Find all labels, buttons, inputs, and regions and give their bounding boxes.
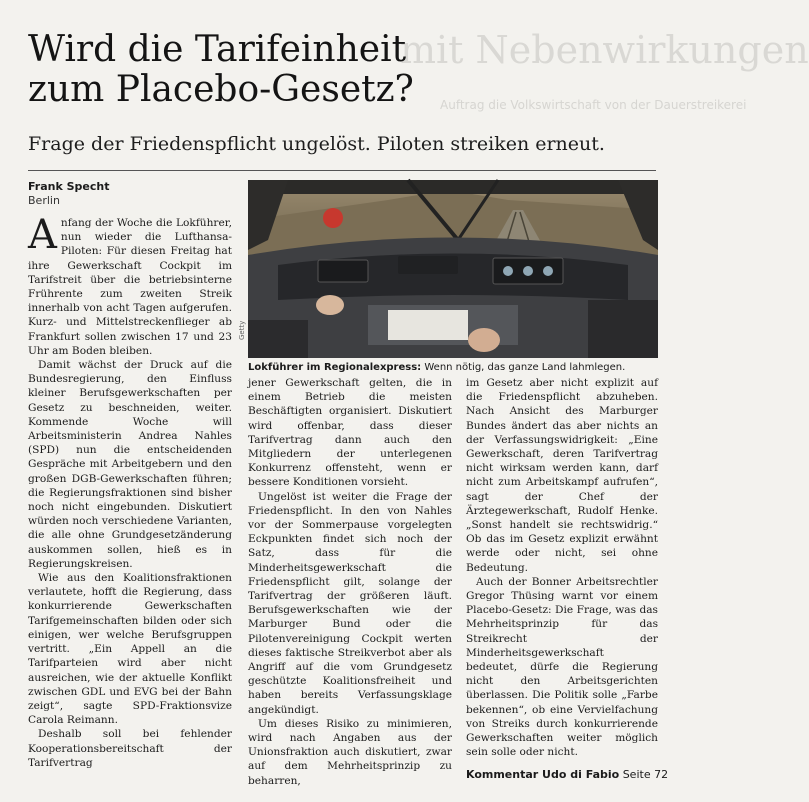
photo-train-cab	[248, 180, 658, 358]
article-column-2	[248, 376, 452, 786]
article-column-1	[28, 212, 232, 782]
paragraph: jener Gewerkschaft gelten, die in einem Betrieb die meisten Beschäftigten organisiert. Diskutiert wird offenbar, dass dieser Tarifvertrag dann auch den Mitgliedern der unterlegenen Konkurrenz offensteht, wenn er bessere Konditionen vorsieht.	[248, 377, 452, 489]
paragraph: Damit wächst der Druck auf die Bundesregierung, den Einfluss kleiner Berufsgewerkschaften per Gesetz zu beschneiden, weiter. Kommende Woche will Arbeitsministerin Andrea Nahles (SPD) nun die entscheidenden Gespräche mit Arbeitgebern und den großen DGB-Gewerkschaften führen; die Regierungsfraktionen sind bisher noch nicht eingebunden. Diskutiert würden noch verschiedene Varianten, die alle ohne Grundgesetzänderung auskommen sollen, hieß es in Regierungskreisen.	[28, 359, 232, 570]
paragraph: Auch der Bonner Arbeitsrechtler Gregor Thüsing warnt vor einem Placebo-Gesetz: Die Frage, was das Mehrheitsprinzip für das Streikrecht der Minderheitsgewerkschaft bedeutet, dürfe die Regierung nicht den Arbeitsgerichten überlassen. Die Politik solle „Farbe bekennen“, ob eine Vervielfachung von Streiks durch konkurrierende Gewerkschaften weiter möglich sein solle oder nicht.	[466, 575, 658, 759]
commentary-page: Seite 72	[622, 768, 669, 781]
commentary-label: Kommentar Udo di Fabio	[466, 768, 620, 781]
headline	[28, 30, 588, 110]
drop-cap: A	[28, 212, 57, 258]
train-cab-illustration	[248, 180, 658, 358]
headline-line-1: Wird die Tarifeinheit	[28, 29, 407, 70]
background-ghost-headline: mit Nebenwirkungen	[400, 28, 809, 72]
paragraph: Deshalb soll bei fehlender Kooperationsbereitschaft der Tarifvertrag	[28, 728, 232, 769]
paragraph: Ungelöst ist weiter die Frage der Friedenspflicht. In den von Nahles vor der Sommerpause vorgelegten Eckpunkten findet sich noch der Satz, dass für die Minderheitsgewerkschaft die Friedenspflicht gilt, solange der Tarifvertrag der größeren läuft. Berufsgewerkschaften wie der Marburger Bund oder die Pilotenvereinigung Cockpit werten dieses faktische Streikverbot aber als Angriff auf die vom Grundgesetz geschützte Koalitionsfreiheit und haben bereits Verfassungsklage angekündigt.	[248, 490, 452, 716]
paragraph: im Gesetz aber nicht explizit auf die Friedenspflicht abzuheben. Nach Ansicht des Marburger Bundes ändert das aber nichts an der Verfassungswidrigkeit: „Eine Gewerkschaft, deren Tarifvertrag nicht wirksam werden kann, darf nicht zum Arbeitskampf aufrufen“, sagt der Chef der Ärztegewerkschaft, Rudolf Henke. „Sonst handelt sie rechtswidrig.“ Ob das im Gesetz explizit erwähnt werde oder nicht, sei ohne Bedeutung.	[466, 377, 658, 574]
commentary-reference	[466, 768, 668, 781]
caption-text: Wenn nötig, das ganze Land lahmlegen.	[424, 362, 626, 373]
paragraph: Wie aus den Koalitionsfraktionen verlautete, hofft die Regierung, dass konkurrierende Gewerkschaften Tarifgemeinschaften bilden oder sich einigen, wer welche Berufsgruppen vertritt. „Ein Appell an die Tarifparteien wird aber nicht ausreichen, wie der aktuelle Konflikt zwischen GDL und EVG bei der Bahn zeigt“, sagte SPD-Fraktionsvize Carola Reimann.	[28, 572, 232, 727]
photo-credit: Getty	[238, 320, 246, 340]
dateline-location: Berlin	[28, 194, 60, 207]
author-name: Frank Specht	[28, 180, 110, 193]
caption-bold: Lokführer im Regionalexpress:	[248, 362, 422, 373]
background-ghost-text: Auftrag die Volkswirtschaft von der Dauerstreikerei	[440, 98, 747, 112]
divider-rule	[28, 170, 656, 171]
byline	[28, 180, 110, 208]
paragraph-lead-text: nfang der Woche die Lokführer, nun wieder die Lufthansa-Piloten: Für diesen Freitag hat ihre Gewerkschaft Cockpit im Tarifstreit über die betriebsinterne Frührente zum zweiten Streik innerhalb von acht Tagen aufgerufen. Kurz- und Mittelstreckenflieger ab Frankfurt sollen zwischen 17 und 23 Uhr am Boden bleiben.	[28, 217, 232, 357]
headline-line-2: zum Placebo-Gesetz?	[28, 69, 414, 110]
paragraph: Um dieses Risiko zu minimieren, wird nach Angaben aus der Unionsfraktion auch diskutiert, zwar auf dem Mehrheitsprinzip zu beharren,	[248, 717, 452, 787]
article-column-3	[466, 376, 658, 786]
photo-caption	[248, 361, 658, 374]
subheadline: Frage der Friedenspflicht ungelöst. Piloten streiken erneut.	[28, 133, 605, 155]
paragraph-lead	[28, 212, 232, 358]
